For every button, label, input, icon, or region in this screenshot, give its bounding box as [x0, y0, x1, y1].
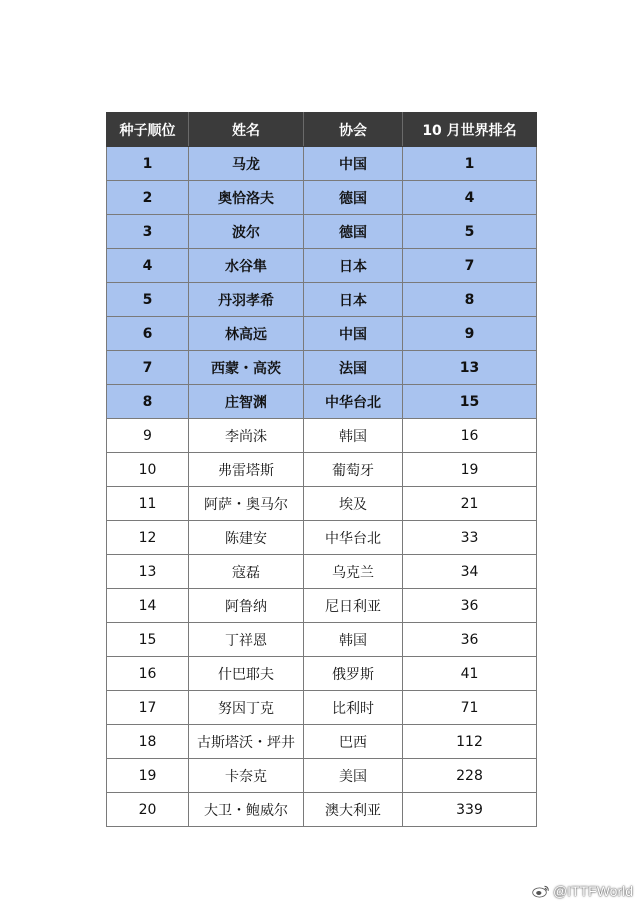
name-cell: 林高远 [189, 317, 304, 351]
seed-cell: 10 [107, 453, 189, 487]
ranking-cell: 36 [403, 589, 537, 623]
ranking-cell: 339 [403, 793, 537, 827]
table-row [107, 283, 537, 317]
name-cell: 马龙 [189, 147, 304, 181]
ranking-cell: 7 [403, 249, 537, 283]
name-cell: 阿萨・奥马尔 [189, 487, 304, 521]
association-cell: 美国 [304, 759, 403, 793]
name-cell: 卡奈克 [189, 759, 304, 793]
seed-cell: 14 [107, 589, 189, 623]
header-association: 协会 [304, 113, 403, 147]
name-cell: 波尔 [189, 215, 304, 249]
table-row [107, 147, 537, 181]
name-cell: 寇磊 [189, 555, 304, 589]
seeding-table [106, 112, 537, 827]
table-row [107, 657, 537, 691]
name-cell: 大卫・鲍威尔 [189, 793, 304, 827]
seed-cell: 9 [107, 419, 189, 453]
ranking-cell: 16 [403, 419, 537, 453]
name-cell: 努因丁克 [189, 691, 304, 725]
ranking-cell: 8 [403, 283, 537, 317]
association-cell: 日本 [304, 249, 403, 283]
ranking-cell: 33 [403, 521, 537, 555]
seed-cell: 19 [107, 759, 189, 793]
table-row [107, 589, 537, 623]
table-row [107, 759, 537, 793]
seed-cell: 13 [107, 555, 189, 589]
table-body [107, 147, 537, 827]
association-cell: 中国 [304, 147, 403, 181]
seed-cell: 6 [107, 317, 189, 351]
association-cell: 中国 [304, 317, 403, 351]
table-row [107, 453, 537, 487]
watermark [532, 883, 633, 899]
ranking-cell: 15 [403, 385, 537, 419]
seed-cell: 16 [107, 657, 189, 691]
table-row [107, 181, 537, 215]
ranking-cell: 112 [403, 725, 537, 759]
ranking-cell: 13 [403, 351, 537, 385]
table-row [107, 249, 537, 283]
table-row [107, 487, 537, 521]
association-cell: 澳大利亚 [304, 793, 403, 827]
seed-cell: 2 [107, 181, 189, 215]
ranking-cell: 34 [403, 555, 537, 589]
association-cell: 葡萄牙 [304, 453, 403, 487]
seed-cell: 3 [107, 215, 189, 249]
seed-cell: 11 [107, 487, 189, 521]
seed-cell: 18 [107, 725, 189, 759]
name-cell: 丹羽孝希 [189, 283, 304, 317]
seed-cell: 8 [107, 385, 189, 419]
table-row [107, 215, 537, 249]
association-cell: 埃及 [304, 487, 403, 521]
name-cell: 庄智渊 [189, 385, 304, 419]
ranking-cell: 71 [403, 691, 537, 725]
seed-cell: 17 [107, 691, 189, 725]
ranking-cell: 41 [403, 657, 537, 691]
association-cell: 法国 [304, 351, 403, 385]
name-cell: 西蒙・高茨 [189, 351, 304, 385]
association-cell: 俄罗斯 [304, 657, 403, 691]
seed-cell: 4 [107, 249, 189, 283]
table-row [107, 351, 537, 385]
seed-cell: 12 [107, 521, 189, 555]
name-cell: 丁祥恩 [189, 623, 304, 657]
association-cell: 韩国 [304, 419, 403, 453]
association-cell: 中华台北 [304, 521, 403, 555]
ranking-cell: 4 [403, 181, 537, 215]
ranking-cell: 21 [403, 487, 537, 521]
association-cell: 中华台北 [304, 385, 403, 419]
association-cell: 比利时 [304, 691, 403, 725]
table-header-row [107, 113, 537, 147]
association-cell: 韩国 [304, 623, 403, 657]
table-row [107, 317, 537, 351]
table-row [107, 793, 537, 827]
ranking-cell: 5 [403, 215, 537, 249]
seed-cell: 20 [107, 793, 189, 827]
seed-cell: 1 [107, 147, 189, 181]
association-cell: 尼日利亚 [304, 589, 403, 623]
seed-cell: 15 [107, 623, 189, 657]
name-cell: 李尚洙 [189, 419, 304, 453]
header-world-ranking: 10 月世界排名 [403, 113, 537, 147]
watermark-text: @ITTFWorld [552, 883, 633, 899]
seed-cell: 5 [107, 283, 189, 317]
name-cell: 水谷隼 [189, 249, 304, 283]
association-cell: 德国 [304, 215, 403, 249]
weibo-icon [532, 884, 550, 898]
table-row [107, 385, 537, 419]
table-row [107, 521, 537, 555]
table-row [107, 623, 537, 657]
name-cell: 陈建安 [189, 521, 304, 555]
association-cell: 日本 [304, 283, 403, 317]
table-row [107, 419, 537, 453]
ranking-cell: 228 [403, 759, 537, 793]
ranking-cell: 1 [403, 147, 537, 181]
association-cell: 乌克兰 [304, 555, 403, 589]
association-cell: 巴西 [304, 725, 403, 759]
name-cell: 奥恰洛夫 [189, 181, 304, 215]
name-cell: 古斯塔沃・坪井 [189, 725, 304, 759]
seed-cell: 7 [107, 351, 189, 385]
header-name: 姓名 [189, 113, 304, 147]
table-row [107, 555, 537, 589]
ranking-cell: 36 [403, 623, 537, 657]
name-cell: 阿鲁纳 [189, 589, 304, 623]
ranking-cell: 19 [403, 453, 537, 487]
name-cell: 什巴耶夫 [189, 657, 304, 691]
ranking-cell: 9 [403, 317, 537, 351]
table-row [107, 691, 537, 725]
name-cell: 弗雷塔斯 [189, 453, 304, 487]
association-cell: 德国 [304, 181, 403, 215]
table-row [107, 725, 537, 759]
header-seed: 种子顺位 [107, 113, 189, 147]
